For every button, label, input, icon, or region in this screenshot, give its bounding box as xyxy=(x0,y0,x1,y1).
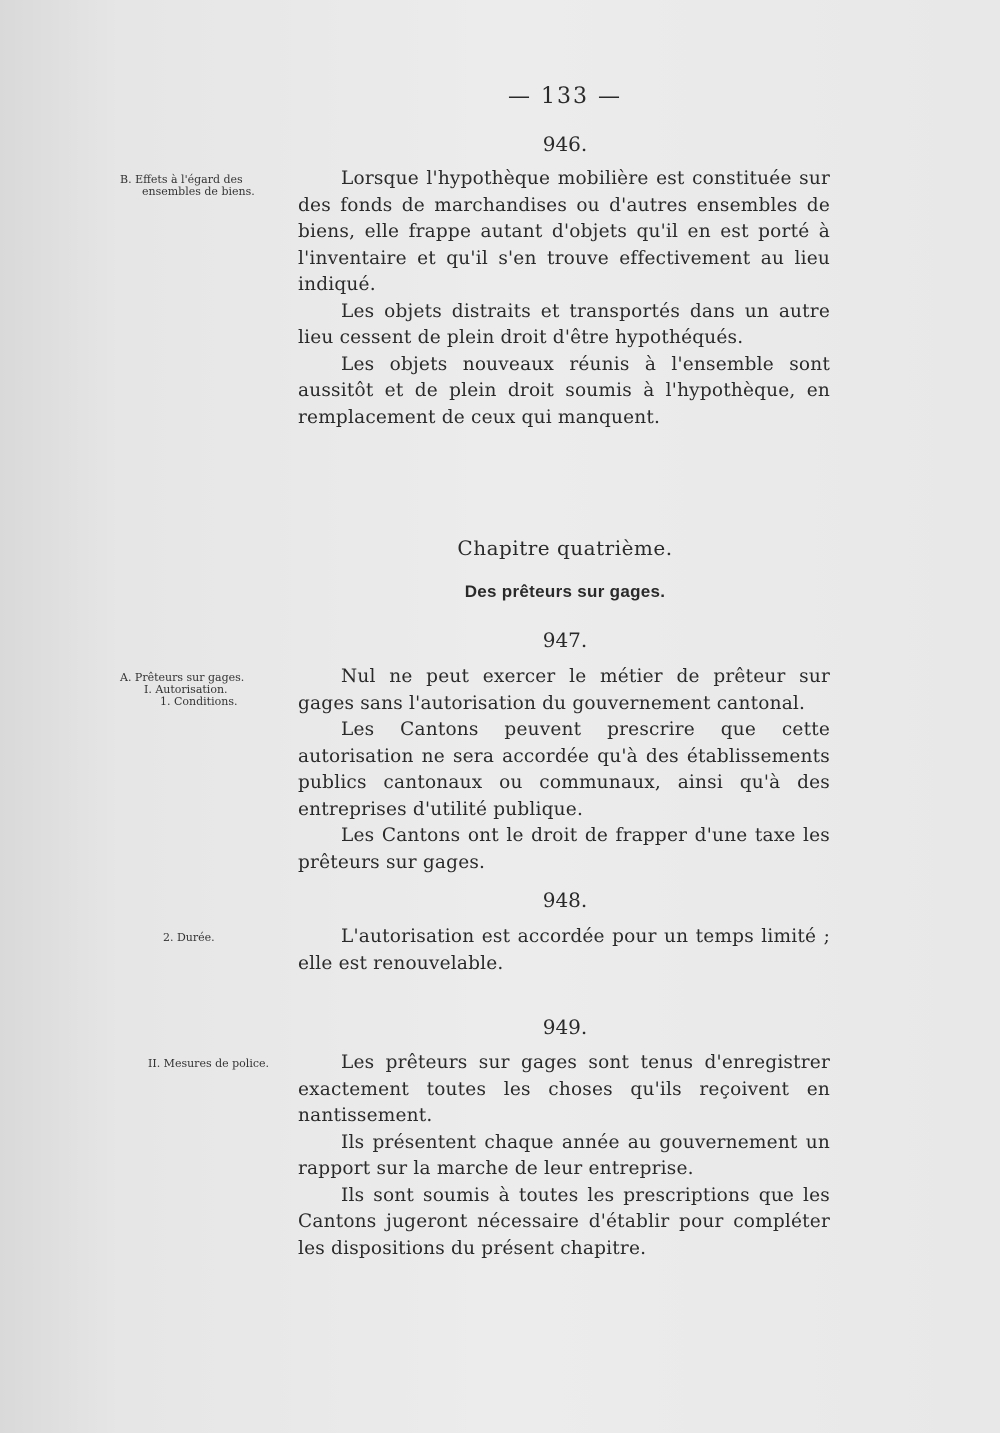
margin-line: I. Autorisation. xyxy=(144,683,228,696)
margin-note-946 xyxy=(120,174,280,198)
article-number-949: 949. xyxy=(542,1015,588,1039)
article-body-946 xyxy=(298,166,830,431)
margin-line: II. Mesures de police. xyxy=(148,1057,270,1070)
margin-line: 1. Conditions. xyxy=(160,695,238,708)
paragraph: Les objets nouveaux réunis à l'ensemble sont aussitôt et de plein droit soumis à l'hypothèque, en remplacement de ceux qui manquent. xyxy=(298,353,830,428)
paragraph: Les prêteurs sur gages sont tenus d'enregistrer exactement toutes les choses qu'ils reçoivent en nantissement. xyxy=(298,1052,830,1126)
margin-note-949 xyxy=(148,1058,298,1070)
margin-line: 2. Durée. xyxy=(163,931,215,944)
margin-line: B. Effets à l'égard des xyxy=(120,173,243,186)
article-body-948 xyxy=(298,924,830,977)
paragraph: Les Cantons peuvent prescrire que cette autorisation ne sera accordée qu'à des établissements publics cantonaux ou communaux, ainsi qu'à des entreprises d'utilité publique. xyxy=(298,719,830,820)
chapter-title: Chapitre quatrième. xyxy=(457,536,673,560)
paragraph: Lorsque l'hypothèque mobilière est constituée sur des fonds de marchandises ou d'autres ensembles de biens, elle frappe autant d'objets qu'il en est porté à l'inventaire et qu'il s'en trouve effectivement au lieu indiqué. xyxy=(298,168,830,295)
article-number-947: 947. xyxy=(542,628,588,652)
paragraph: Les objets distraits et transportés dans un autre lieu cessent de plein droit d'être hypothéqués. xyxy=(298,300,830,348)
paragraph: Les Cantons ont le droit de frapper d'une taxe les prêteurs sur gages. xyxy=(298,825,830,873)
article-number-948: 948. xyxy=(542,888,588,912)
paragraph: Ils présentent chaque année au gouvernement un rapport sur la marche de leur entreprise. xyxy=(298,1131,830,1179)
article-body-949 xyxy=(298,1050,830,1262)
paragraph: Ils sont soumis à toutes les prescriptions que les Cantons jugeront nécessaire d'établir pour compléter les dispositions du présent chapitre. xyxy=(298,1184,830,1259)
margin-note-947 xyxy=(120,672,280,708)
page-number: — 133 — xyxy=(508,84,622,109)
article-body-947 xyxy=(298,664,830,876)
margin-note-948 xyxy=(163,932,283,944)
margin-line: ensembles de biens. xyxy=(142,185,255,198)
chapter-subtitle: Des prêteurs sur gages. xyxy=(464,582,666,601)
article-number-946: 946. xyxy=(542,132,588,156)
paragraph: Nul ne peut exercer le métier de prêteur sur gages sans l'autorisation du gouvernement cantonal. xyxy=(298,666,830,714)
paragraph: L'autorisation est accordée pour un temps limité ; elle est renouvelable. xyxy=(298,926,830,974)
margin-line: A. Prêteurs sur gages. xyxy=(120,671,245,684)
